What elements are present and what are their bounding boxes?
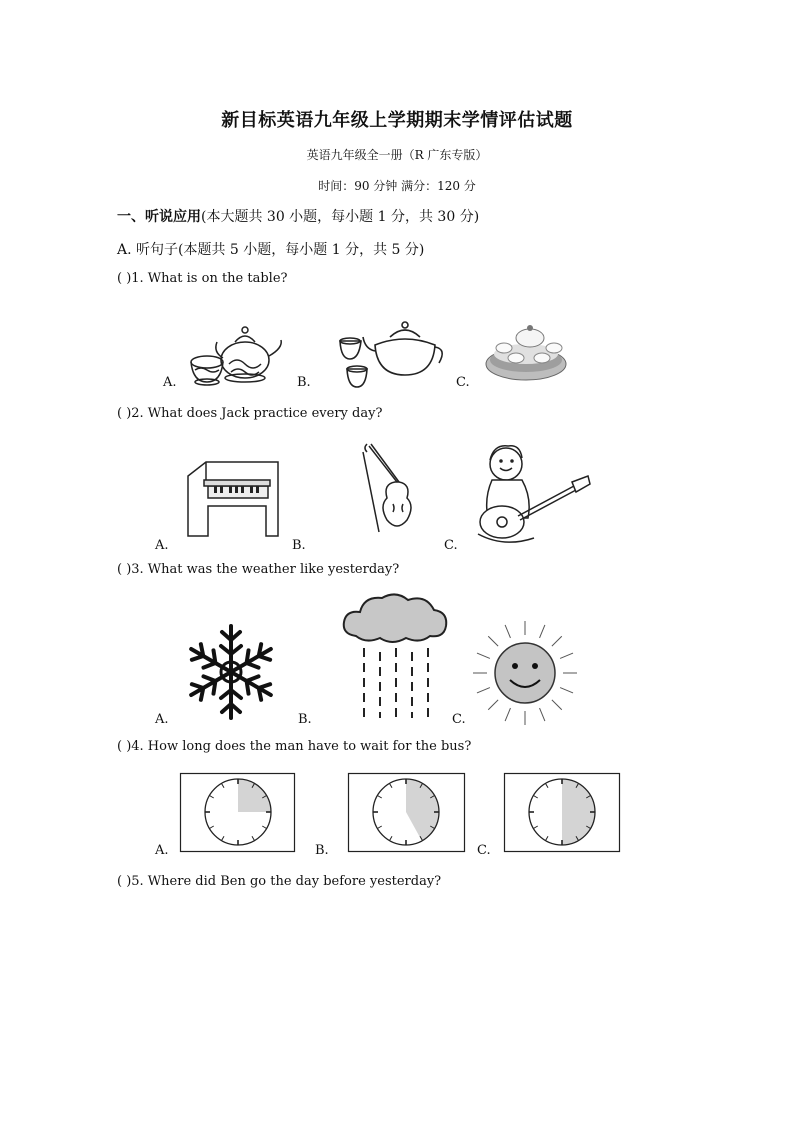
q3-option-c: C. — [452, 712, 466, 727]
question-4: ( )4. How long does the man have to wait for the bus? — [117, 739, 472, 754]
question-2: ( )2. What does Jack practice every day? — [117, 406, 383, 421]
tea-set-tray-icon — [482, 316, 570, 382]
rain-cloud-icon — [340, 590, 450, 720]
q3-option-b: B. — [298, 712, 312, 727]
subsection-heading: A. 听句子(本题共 5 小题，每小题 1 分，共 5 分) — [117, 242, 425, 258]
sun-icon — [472, 620, 578, 726]
q1-option-a: A. — [163, 375, 177, 390]
clock-b-icon — [348, 773, 465, 852]
violin-icon — [355, 442, 425, 534]
question-5: ( )5. Where did Ben go the day before yesterday? — [117, 874, 442, 889]
teapot-with-cups-icon — [335, 315, 445, 390]
clock-a-icon — [180, 773, 295, 852]
piano-icon — [178, 456, 286, 544]
page-title: 新目标英语九年级上学期期末学情评估试题 — [221, 110, 573, 131]
clock-c-icon — [504, 773, 620, 852]
snowflake-icon — [178, 622, 284, 722]
section-heading-bold: 一、听说应用 — [117, 209, 201, 225]
question-1: ( )1. What is on the table? — [117, 271, 288, 286]
q2-option-a: A. — [155, 538, 169, 553]
page-subtitle: 英语九年级全一册（R 广东专版） — [306, 148, 488, 162]
section-heading — [117, 206, 479, 226]
q4-option-b: B. — [315, 843, 329, 858]
q1-option-b: B. — [297, 375, 311, 390]
boy-guitar-icon — [464, 438, 592, 550]
q4-option-c: C. — [477, 843, 491, 858]
q1-option-c: C. — [456, 375, 470, 390]
question-3: ( )3. What was the weather like yesterday? — [117, 562, 400, 577]
q4-option-a: A. — [155, 843, 169, 858]
q3-option-a: A. — [155, 712, 169, 727]
ornate-teapot-icon — [185, 318, 285, 388]
q2-option-c: C. — [444, 538, 458, 553]
q2-option-b: B. — [292, 538, 306, 553]
section-heading-rest: (本大题共 30 小题，每小题 1 分，共 30 分) — [201, 209, 480, 225]
time-info: 时间：90 分钟 满分：120 分 — [318, 179, 476, 193]
